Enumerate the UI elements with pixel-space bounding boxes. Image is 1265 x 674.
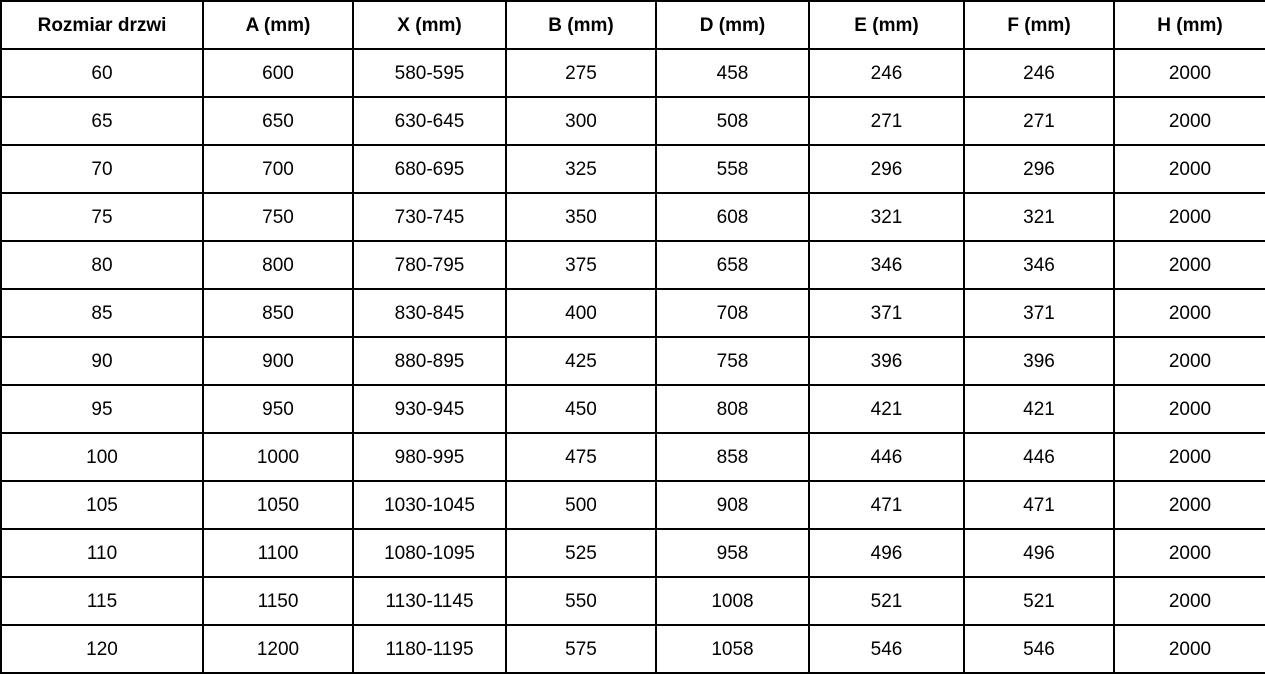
table-cell: 808 — [656, 385, 809, 433]
table-cell: 321 — [809, 193, 964, 241]
table-cell: 2000 — [1114, 97, 1265, 145]
table-cell: 90 — [1, 337, 203, 385]
table-cell: 2000 — [1114, 481, 1265, 529]
table-row — [1, 49, 1265, 97]
table-row — [1, 241, 1265, 289]
table-row — [1, 145, 1265, 193]
table-cell: 375 — [506, 241, 656, 289]
table-cell: 246 — [964, 49, 1114, 97]
table-cell: 930-945 — [353, 385, 506, 433]
table-cell: 275 — [506, 49, 656, 97]
table-cell: 110 — [1, 529, 203, 577]
table-cell: 525 — [506, 529, 656, 577]
column-header-a: A (mm) — [203, 1, 353, 49]
table-cell: 446 — [809, 433, 964, 481]
table-cell: 758 — [656, 337, 809, 385]
table-cell: 75 — [1, 193, 203, 241]
table-cell: 950 — [203, 385, 353, 433]
table-cell: 458 — [656, 49, 809, 97]
table-cell: 900 — [203, 337, 353, 385]
table-cell: 1000 — [203, 433, 353, 481]
table-cell: 2000 — [1114, 577, 1265, 625]
column-header-x: X (mm) — [353, 1, 506, 49]
table-cell: 400 — [506, 289, 656, 337]
table-cell: 1008 — [656, 577, 809, 625]
table-cell: 115 — [1, 577, 203, 625]
table-cell: 1180-1195 — [353, 625, 506, 673]
table-row — [1, 529, 1265, 577]
table-cell: 496 — [964, 529, 1114, 577]
column-header-e: E (mm) — [809, 1, 964, 49]
table-cell: 580-595 — [353, 49, 506, 97]
table-cell: 65 — [1, 97, 203, 145]
table-cell: 680-695 — [353, 145, 506, 193]
table-cell: 271 — [809, 97, 964, 145]
table-cell: 508 — [656, 97, 809, 145]
table-cell: 630-645 — [353, 97, 506, 145]
table-cell: 471 — [964, 481, 1114, 529]
table-cell: 575 — [506, 625, 656, 673]
table-cell: 858 — [656, 433, 809, 481]
table-cell: 350 — [506, 193, 656, 241]
table-cell: 100 — [1, 433, 203, 481]
table-cell: 2000 — [1114, 49, 1265, 97]
table-cell: 750 — [203, 193, 353, 241]
table-cell: 271 — [964, 97, 1114, 145]
table-cell: 296 — [809, 145, 964, 193]
table-cell: 1050 — [203, 481, 353, 529]
table-cell: 1030-1045 — [353, 481, 506, 529]
table-cell: 600 — [203, 49, 353, 97]
table-cell: 95 — [1, 385, 203, 433]
table-cell: 558 — [656, 145, 809, 193]
table-cell: 396 — [809, 337, 964, 385]
table-cell: 2000 — [1114, 145, 1265, 193]
table-cell: 650 — [203, 97, 353, 145]
table-cell: 421 — [809, 385, 964, 433]
table-cell: 446 — [964, 433, 1114, 481]
table-body — [1, 49, 1265, 673]
table-cell: 475 — [506, 433, 656, 481]
table-cell: 2000 — [1114, 529, 1265, 577]
table-cell: 496 — [809, 529, 964, 577]
table-cell: 980-995 — [353, 433, 506, 481]
table-cell: 780-795 — [353, 241, 506, 289]
table-cell: 60 — [1, 49, 203, 97]
table-cell: 396 — [964, 337, 1114, 385]
header-row — [1, 1, 1265, 49]
table-cell: 80 — [1, 241, 203, 289]
column-header-d: D (mm) — [656, 1, 809, 49]
table-cell: 730-745 — [353, 193, 506, 241]
table-cell: 450 — [506, 385, 656, 433]
table-header — [1, 1, 1265, 49]
table-cell: 421 — [964, 385, 1114, 433]
table-cell: 471 — [809, 481, 964, 529]
table-cell: 521 — [964, 577, 1114, 625]
table-cell: 1058 — [656, 625, 809, 673]
table-row — [1, 289, 1265, 337]
table-cell: 296 — [964, 145, 1114, 193]
table-cell: 425 — [506, 337, 656, 385]
table-cell: 800 — [203, 241, 353, 289]
table-cell: 2000 — [1114, 625, 1265, 673]
table-cell: 321 — [964, 193, 1114, 241]
table-cell: 105 — [1, 481, 203, 529]
column-header-h: H (mm) — [1114, 1, 1265, 49]
table-row — [1, 433, 1265, 481]
table-cell: 550 — [506, 577, 656, 625]
table-cell: 521 — [809, 577, 964, 625]
table-cell: 708 — [656, 289, 809, 337]
table-cell: 346 — [809, 241, 964, 289]
table-cell: 1130-1145 — [353, 577, 506, 625]
table-cell: 2000 — [1114, 193, 1265, 241]
table-cell: 2000 — [1114, 433, 1265, 481]
table-cell: 880-895 — [353, 337, 506, 385]
table-cell: 2000 — [1114, 337, 1265, 385]
table-row — [1, 385, 1265, 433]
table-row — [1, 481, 1265, 529]
table-cell: 120 — [1, 625, 203, 673]
table-cell: 346 — [964, 241, 1114, 289]
table-cell: 958 — [656, 529, 809, 577]
table-cell: 700 — [203, 145, 353, 193]
table-cell: 658 — [656, 241, 809, 289]
table-cell: 850 — [203, 289, 353, 337]
table-cell: 2000 — [1114, 385, 1265, 433]
table-cell: 246 — [809, 49, 964, 97]
table-cell: 546 — [964, 625, 1114, 673]
table-cell: 300 — [506, 97, 656, 145]
table-cell: 1200 — [203, 625, 353, 673]
table-cell: 608 — [656, 193, 809, 241]
table-row — [1, 337, 1265, 385]
table-cell: 1100 — [203, 529, 353, 577]
column-header-rozmiar-drzwi: Rozmiar drzwi — [1, 1, 203, 49]
table-cell: 500 — [506, 481, 656, 529]
table-row — [1, 577, 1265, 625]
table-cell: 1080-1095 — [353, 529, 506, 577]
table-cell: 70 — [1, 145, 203, 193]
table-cell: 908 — [656, 481, 809, 529]
table-cell: 830-845 — [353, 289, 506, 337]
table-row — [1, 97, 1265, 145]
column-header-b: B (mm) — [506, 1, 656, 49]
table-row — [1, 193, 1265, 241]
table-row — [1, 625, 1265, 673]
table-cell: 546 — [809, 625, 964, 673]
table-cell: 371 — [809, 289, 964, 337]
table-cell: 371 — [964, 289, 1114, 337]
table-cell: 2000 — [1114, 241, 1265, 289]
table-cell: 325 — [506, 145, 656, 193]
table-cell: 1150 — [203, 577, 353, 625]
column-header-f: F (mm) — [964, 1, 1114, 49]
table-cell: 85 — [1, 289, 203, 337]
table-cell: 2000 — [1114, 289, 1265, 337]
